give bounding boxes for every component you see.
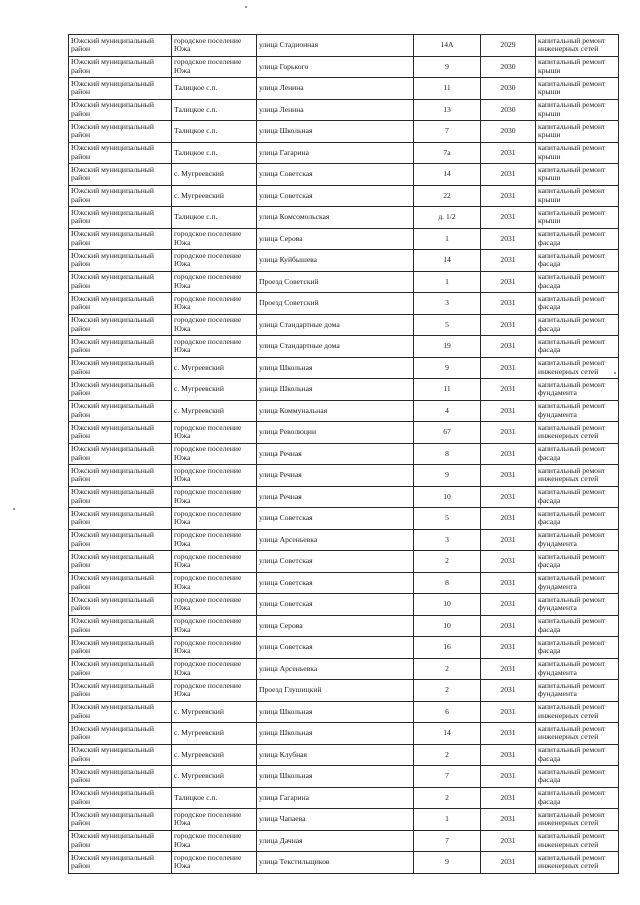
district-cell: Южский муниципальный район [69, 422, 172, 444]
table-row [69, 185, 619, 207]
year-cell: 2031 [481, 637, 536, 659]
district-cell: Южский муниципальный район [69, 486, 172, 508]
settlement-cell: Талицкое с.п. [172, 142, 257, 164]
settlement-cell: Талицкое с.п. [172, 78, 257, 100]
settlement-cell: городское поселение Южа [172, 56, 257, 78]
work-type-cell: капитальный ремонт инженерных сетей [536, 809, 619, 831]
house-number-cell: 14 [414, 164, 481, 186]
year-cell: 2029 [481, 35, 536, 57]
year-cell: 2031 [481, 379, 536, 401]
work-type-cell: капитальный ремонт инженерных сетей [536, 852, 619, 874]
table-row [69, 35, 619, 57]
work-type-cell: капитальный ремонт фасада [536, 766, 619, 788]
settlement-cell: городское поселение Южа [172, 658, 257, 680]
work-type-cell: капитальный ремонт фасада [536, 314, 619, 336]
district-cell: Южский муниципальный район [69, 809, 172, 831]
table-row [69, 787, 619, 809]
district-cell: Южский муниципальный район [69, 35, 172, 57]
work-type-cell: капитальный ремонт фасада [536, 250, 619, 272]
year-cell: 2031 [481, 658, 536, 680]
district-cell: Южский муниципальный район [69, 637, 172, 659]
settlement-cell: Талицкое с.п. [172, 121, 257, 143]
work-type-cell: капитальный ремонт крыши [536, 99, 619, 121]
settlement-cell: с. Мугреевский [172, 744, 257, 766]
street-cell: улица Арсеньевка [257, 658, 414, 680]
street-cell: улица Текстильщиков [257, 852, 414, 874]
street-cell: улица Арсеньевка [257, 529, 414, 551]
year-cell: 2031 [481, 207, 536, 229]
street-cell: улица Ленина [257, 99, 414, 121]
district-cell: Южский муниципальный район [69, 744, 172, 766]
district-cell: Южский муниципальный район [69, 207, 172, 229]
settlement-cell: городское поселение Южа [172, 680, 257, 702]
table-row [69, 594, 619, 616]
house-number-cell: 6 [414, 701, 481, 723]
house-number-cell: 14А [414, 35, 481, 57]
year-cell: 2030 [481, 56, 536, 78]
year-cell: 2031 [481, 787, 536, 809]
table-row [69, 99, 619, 121]
street-cell: улица Стандартные дома [257, 314, 414, 336]
street-cell: улица Клубная [257, 744, 414, 766]
district-cell: Южский муниципальный район [69, 271, 172, 293]
table-row [69, 271, 619, 293]
district-cell: Южский муниципальный район [69, 615, 172, 637]
table-row [69, 56, 619, 78]
district-cell: Южский муниципальный район [69, 250, 172, 272]
work-type-cell: капитальный ремонт фундамента [536, 400, 619, 422]
settlement-cell: городское поселение Южа [172, 465, 257, 487]
work-type-cell: капитальный ремонт крыши [536, 185, 619, 207]
house-number-cell: 3 [414, 293, 481, 315]
district-cell: Южский муниципальный район [69, 314, 172, 336]
table-row [69, 701, 619, 723]
settlement-cell: городское поселение Южа [172, 508, 257, 530]
table-row [69, 121, 619, 143]
year-cell: 2031 [481, 486, 536, 508]
district-cell: Южский муниципальный район [69, 443, 172, 465]
scan-speck [13, 508, 15, 510]
work-type-cell: капитальный ремонт инженерных сетей [536, 35, 619, 57]
district-cell: Южский муниципальный район [69, 529, 172, 551]
settlement-cell: городское поселение Южа [172, 830, 257, 852]
street-cell: улица Школьная [257, 357, 414, 379]
table-row [69, 250, 619, 272]
year-cell: 2031 [481, 508, 536, 530]
table-row [69, 293, 619, 315]
street-cell: улица Советская [257, 572, 414, 594]
year-cell: 2031 [481, 852, 536, 874]
house-number-cell: 1 [414, 228, 481, 250]
work-type-cell: капитальный ремонт фундамента [536, 379, 619, 401]
house-number-cell: 3 [414, 529, 481, 551]
settlement-cell: городское поселение Южа [172, 250, 257, 272]
work-type-cell: капитальный ремонт фасада [536, 744, 619, 766]
house-number-cell: 9 [414, 56, 481, 78]
street-cell: улица Школьная [257, 701, 414, 723]
district-cell: Южский муниципальный район [69, 680, 172, 702]
house-number-cell: 10 [414, 486, 481, 508]
settlement-cell: городское поселение Южа [172, 572, 257, 594]
table-row [69, 744, 619, 766]
work-type-cell: капитальный ремонт фасада [536, 228, 619, 250]
street-cell: улица Речная [257, 465, 414, 487]
house-number-cell: 10 [414, 594, 481, 616]
year-cell: 2031 [481, 830, 536, 852]
table-row [69, 809, 619, 831]
district-cell: Южский муниципальный район [69, 56, 172, 78]
street-cell: улица Гагарина [257, 787, 414, 809]
work-type-cell: капитальный ремонт инженерных сетей [536, 357, 619, 379]
table-body [69, 35, 619, 874]
house-number-cell: 2 [414, 744, 481, 766]
house-number-cell: 7 [414, 830, 481, 852]
district-cell: Южский муниципальный район [69, 379, 172, 401]
work-type-cell: капитальный ремонт фундамента [536, 680, 619, 702]
house-number-cell: 9 [414, 357, 481, 379]
house-number-cell: 14 [414, 723, 481, 745]
street-cell: улица Горького [257, 56, 414, 78]
table-row [69, 830, 619, 852]
year-cell: 2031 [481, 164, 536, 186]
settlement-cell: городское поселение Южа [172, 486, 257, 508]
work-type-cell: капитальный ремонт фасада [536, 336, 619, 358]
house-number-cell: 9 [414, 465, 481, 487]
year-cell: 2031 [481, 723, 536, 745]
year-cell: 2031 [481, 529, 536, 551]
house-number-cell: 67 [414, 422, 481, 444]
year-cell: 2031 [481, 443, 536, 465]
year-cell: 2031 [481, 615, 536, 637]
settlement-cell: с. Мугреевский [172, 701, 257, 723]
settlement-cell: Талицкое с.п. [172, 787, 257, 809]
street-cell: улица Стадионная [257, 35, 414, 57]
district-cell: Южский муниципальный район [69, 830, 172, 852]
district-cell: Южский муниципальный район [69, 121, 172, 143]
house-number-cell: 2 [414, 680, 481, 702]
table-row [69, 615, 619, 637]
settlement-cell: с. Мугреевский [172, 400, 257, 422]
street-cell: улица Советская [257, 185, 414, 207]
work-type-cell: капитальный ремонт крыши [536, 121, 619, 143]
street-cell: Проезд Советский [257, 293, 414, 315]
settlement-cell: городское поселение Южа [172, 336, 257, 358]
table-row [69, 680, 619, 702]
house-number-cell: 14 [414, 250, 481, 272]
district-cell: Южский муниципальный район [69, 572, 172, 594]
house-number-cell: 1 [414, 271, 481, 293]
settlement-cell: городское поселение Южа [172, 551, 257, 573]
district-cell: Южский муниципальный район [69, 99, 172, 121]
house-number-cell: 5 [414, 314, 481, 336]
table-row [69, 336, 619, 358]
year-cell: 2031 [481, 465, 536, 487]
house-number-cell: 1 [414, 809, 481, 831]
house-number-cell: 13 [414, 99, 481, 121]
house-number-cell: 22 [414, 185, 481, 207]
table-row [69, 78, 619, 100]
district-cell: Южский муниципальный район [69, 142, 172, 164]
settlement-cell: с. Мугреевский [172, 766, 257, 788]
district-cell: Южский муниципальный район [69, 228, 172, 250]
street-cell: улица Школьная [257, 723, 414, 745]
work-type-cell: капитальный ремонт фундамента [536, 658, 619, 680]
work-type-cell: капитальный ремонт инженерных сетей [536, 830, 619, 852]
table-row [69, 443, 619, 465]
settlement-cell: городское поселение Южа [172, 615, 257, 637]
year-cell: 2031 [481, 336, 536, 358]
table-row [69, 422, 619, 444]
district-cell: Южский муниципальный район [69, 787, 172, 809]
work-type-cell: капитальный ремонт фасада [536, 551, 619, 573]
year-cell: 2030 [481, 99, 536, 121]
district-cell: Южский муниципальный район [69, 723, 172, 745]
district-cell: Южский муниципальный район [69, 78, 172, 100]
year-cell: 2031 [481, 400, 536, 422]
house-number-cell: 7 [414, 121, 481, 143]
table-row [69, 723, 619, 745]
street-cell: улица Советская [257, 508, 414, 530]
house-number-cell: 7 [414, 766, 481, 788]
table-row [69, 551, 619, 573]
year-cell: 2031 [481, 293, 536, 315]
table-row [69, 314, 619, 336]
settlement-cell: городское поселение Южа [172, 314, 257, 336]
year-cell: 2031 [481, 572, 536, 594]
work-type-cell: капитальный ремонт инженерных сетей [536, 701, 619, 723]
table-row [69, 529, 619, 551]
district-cell: Южский муниципальный район [69, 508, 172, 530]
house-number-cell: 8 [414, 572, 481, 594]
settlement-cell: городское поселение Южа [172, 228, 257, 250]
table-row [69, 465, 619, 487]
year-cell: 2031 [481, 250, 536, 272]
street-cell: улица Ленина [257, 78, 414, 100]
district-cell: Южский муниципальный район [69, 164, 172, 186]
house-number-cell: 4 [414, 400, 481, 422]
work-type-cell: капитальный ремонт фасада [536, 271, 619, 293]
house-number-cell: 5 [414, 508, 481, 530]
settlement-cell: с. Мугреевский [172, 379, 257, 401]
work-type-cell: капитальный ремонт фундамента [536, 594, 619, 616]
house-number-cell: 19 [414, 336, 481, 358]
year-cell: 2031 [481, 142, 536, 164]
street-cell: улица Школьная [257, 766, 414, 788]
street-cell: улица Серова [257, 615, 414, 637]
year-cell: 2031 [481, 422, 536, 444]
settlement-cell: городское поселение Южа [172, 637, 257, 659]
year-cell: 2031 [481, 701, 536, 723]
district-cell: Южский муниципальный район [69, 293, 172, 315]
street-cell: улица Советская [257, 164, 414, 186]
settlement-cell: городское поселение Южа [172, 852, 257, 874]
year-cell: 2031 [481, 809, 536, 831]
street-cell: улица Школьная [257, 121, 414, 143]
year-cell: 2030 [481, 121, 536, 143]
table-row [69, 486, 619, 508]
house-number-cell: 16 [414, 637, 481, 659]
house-number-cell: 2 [414, 551, 481, 573]
street-cell: улица Школьная [257, 379, 414, 401]
street-cell: улица Гагарина [257, 142, 414, 164]
table-row [69, 228, 619, 250]
work-type-cell: капитальный ремонт фундамента [536, 572, 619, 594]
district-cell: Южский муниципальный район [69, 594, 172, 616]
scan-speck [245, 6, 247, 8]
settlement-cell: городское поселение Южа [172, 271, 257, 293]
street-cell: улица Революции [257, 422, 414, 444]
work-type-cell: капитальный ремонт крыши [536, 56, 619, 78]
work-type-cell: капитальный ремонт инженерных сетей [536, 723, 619, 745]
work-type-cell: капитальный ремонт фундамента [536, 529, 619, 551]
table-row [69, 658, 619, 680]
work-type-cell: капитальный ремонт инженерных сетей [536, 422, 619, 444]
street-cell: улица Речная [257, 486, 414, 508]
settlement-cell: городское поселение Южа [172, 594, 257, 616]
settlement-cell: Талицкое с.п. [172, 207, 257, 229]
street-cell: улица Советская [257, 551, 414, 573]
year-cell: 2031 [481, 551, 536, 573]
street-cell: улица Коммунальная [257, 400, 414, 422]
district-cell: Южский муниципальный район [69, 185, 172, 207]
street-cell: улица Советская [257, 637, 414, 659]
settlement-cell: городское поселение Южа [172, 422, 257, 444]
year-cell: 2031 [481, 185, 536, 207]
street-cell: улица Чапаева [257, 809, 414, 831]
year-cell: 2031 [481, 766, 536, 788]
settlement-cell: городское поселение Южа [172, 809, 257, 831]
year-cell: 2031 [481, 680, 536, 702]
work-type-cell: капитальный ремонт фасада [536, 787, 619, 809]
settlement-cell: с. Мугреевский [172, 357, 257, 379]
district-cell: Южский муниципальный район [69, 336, 172, 358]
work-type-cell: капитальный ремонт фасада [536, 637, 619, 659]
table-row [69, 400, 619, 422]
district-cell: Южский муниципальный район [69, 357, 172, 379]
work-type-cell: капитальный ремонт крыши [536, 207, 619, 229]
street-cell: улица Советская [257, 594, 414, 616]
house-number-cell: д. 1/2 [414, 207, 481, 229]
work-type-cell: капитальный ремонт фасада [536, 486, 619, 508]
table-row [69, 357, 619, 379]
table-row [69, 852, 619, 874]
work-type-cell: капитальный ремонт фасада [536, 293, 619, 315]
district-cell: Южский муниципальный район [69, 852, 172, 874]
settlement-cell: городское поселение Южа [172, 35, 257, 57]
work-type-cell: капитальный ремонт крыши [536, 164, 619, 186]
street-cell: улица Стандартные дома [257, 336, 414, 358]
work-type-cell: капитальный ремонт фасада [536, 508, 619, 530]
year-cell: 2031 [481, 228, 536, 250]
district-cell: Южский муниципальный район [69, 465, 172, 487]
district-cell: Южский муниципальный район [69, 400, 172, 422]
settlement-cell: с. Мугреевский [172, 723, 257, 745]
district-cell: Южский муниципальный район [69, 701, 172, 723]
table-row [69, 637, 619, 659]
district-cell: Южский муниципальный район [69, 766, 172, 788]
settlement-cell: городское поселение Южа [172, 293, 257, 315]
street-cell: улица Серова [257, 228, 414, 250]
street-cell: улица Дачная [257, 830, 414, 852]
year-cell: 2031 [481, 271, 536, 293]
house-number-cell: 11 [414, 78, 481, 100]
house-number-cell: 8 [414, 443, 481, 465]
house-number-cell: 7а [414, 142, 481, 164]
street-cell: улица Комсомольская [257, 207, 414, 229]
house-number-cell: 2 [414, 787, 481, 809]
street-cell: Проезд Глушицкий [257, 680, 414, 702]
settlement-cell: с. Мугреевский [172, 164, 257, 186]
year-cell: 2031 [481, 357, 536, 379]
work-type-cell: капитальный ремонт фасада [536, 615, 619, 637]
settlement-cell: городское поселение Южа [172, 443, 257, 465]
table-row [69, 379, 619, 401]
settlement-cell: городское поселение Южа [172, 529, 257, 551]
year-cell: 2030 [481, 78, 536, 100]
district-cell: Южский муниципальный район [69, 551, 172, 573]
house-number-cell: 11 [414, 379, 481, 401]
work-type-cell: капитальный ремонт фасада [536, 443, 619, 465]
table-row [69, 207, 619, 229]
house-number-cell: 2 [414, 658, 481, 680]
year-cell: 2031 [481, 744, 536, 766]
settlement-cell: с. Мугреевский [172, 185, 257, 207]
street-cell: улица Куйбышева [257, 250, 414, 272]
table-row [69, 142, 619, 164]
street-cell: улица Речная [257, 443, 414, 465]
table-row [69, 572, 619, 594]
house-number-cell: 9 [414, 852, 481, 874]
work-type-cell: капитальный ремонт крыши [536, 78, 619, 100]
repair-schedule-table [68, 34, 619, 874]
work-type-cell: капитальный ремонт крыши [536, 142, 619, 164]
work-type-cell: капитальный ремонт инженерных сетей [536, 465, 619, 487]
table-row [69, 164, 619, 186]
street-cell: Проезд Советский [257, 271, 414, 293]
year-cell: 2031 [481, 594, 536, 616]
year-cell: 2031 [481, 314, 536, 336]
house-number-cell: 10 [414, 615, 481, 637]
settlement-cell: Талицкое с.п. [172, 99, 257, 121]
table-row [69, 508, 619, 530]
table-row [69, 766, 619, 788]
district-cell: Южский муниципальный район [69, 658, 172, 680]
